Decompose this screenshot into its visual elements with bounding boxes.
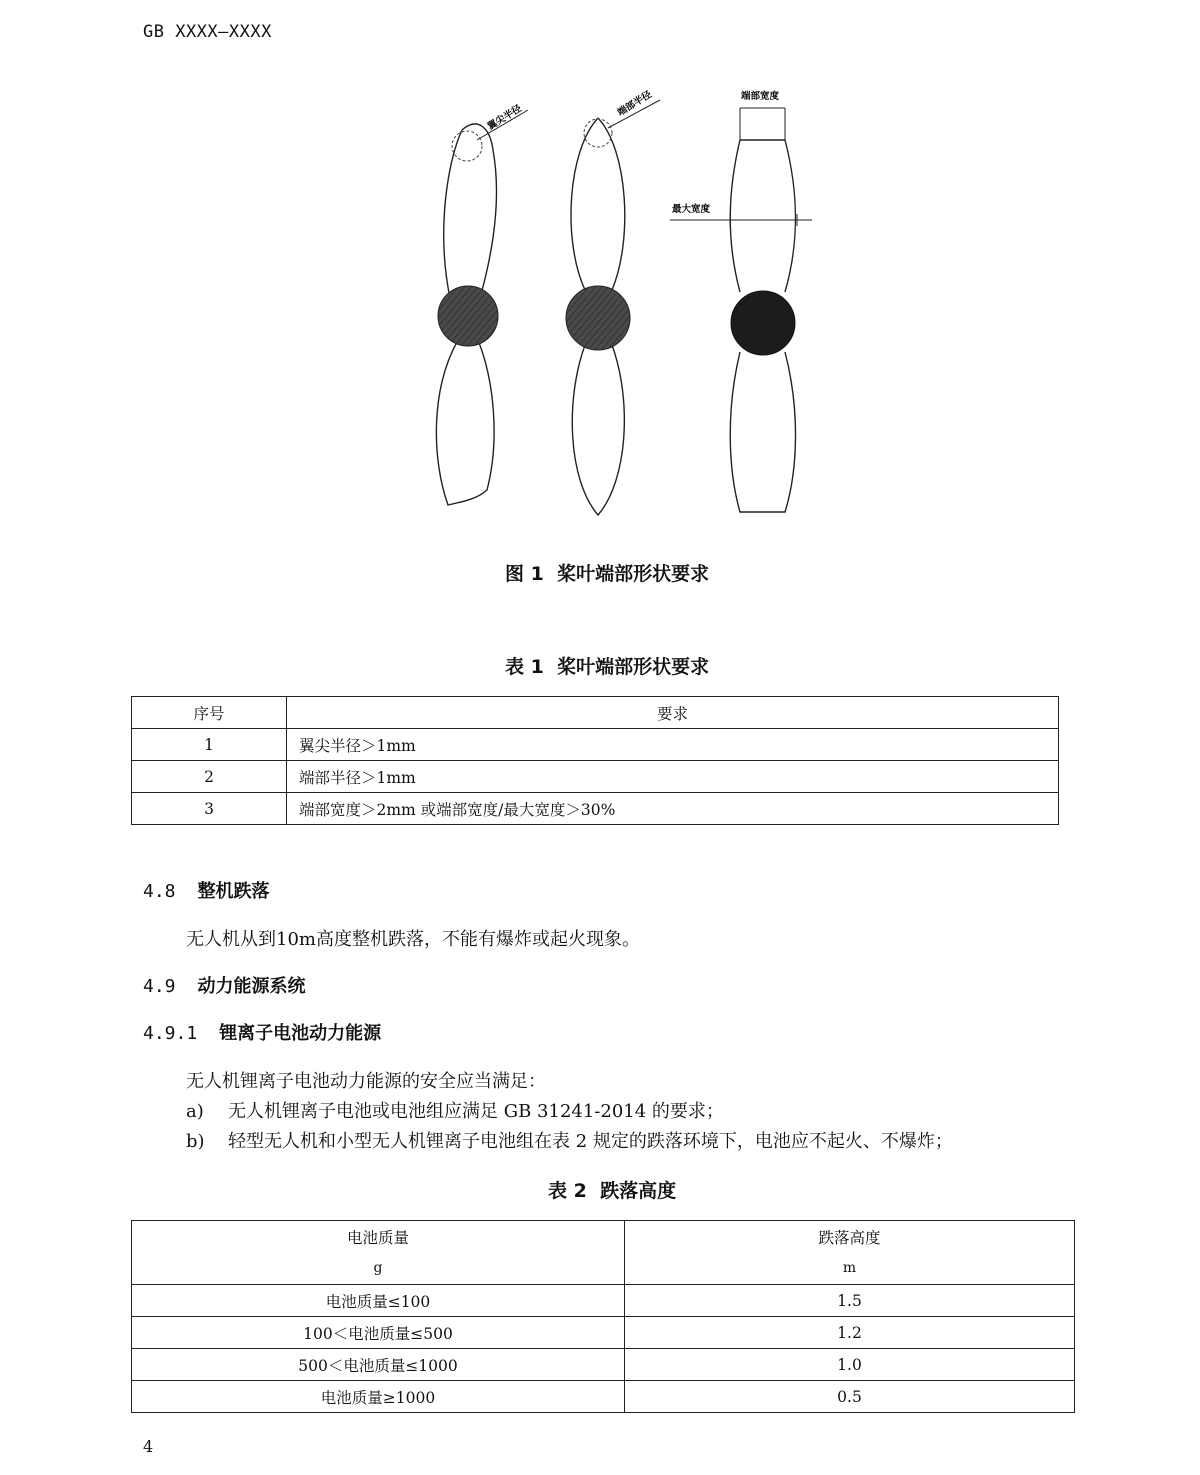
table-row [132,761,1059,793]
table-unit-cell: g [132,1253,625,1285]
section-heading-4-9 [143,972,306,998]
list-item-text: 轻型无人机和小型无人机锂离子电池组在表 2 规定的跌落环境下，电池应不起火、不爆炸； [228,1131,953,1152]
table-cell: 翼尖半径＞1mm [287,729,1059,761]
page-number: 4 [143,1437,154,1456]
table-units-row [132,1253,1075,1285]
section-heading-4-9-1 [143,1019,381,1045]
list-item-label: a) [186,1101,204,1122]
table-row [132,1317,1075,1349]
section-heading-4-8 [143,877,270,903]
table-cell: 端部半径＞1mm [287,761,1059,793]
table-cell: 100＜电池质量≤500 [132,1317,625,1349]
table-header-cell: 跌落高度 [625,1221,1075,1253]
table-cell: 端部宽度＞2mm 或端部宽度/最大宽度＞30% [287,793,1059,825]
section-intro: 无人机锂离子电池动力能源的安全应当满足： [186,1071,546,1092]
table-row [132,1381,1075,1413]
table-row [132,729,1059,761]
table-row [132,1285,1075,1317]
table2 [131,1220,1075,1413]
table-cell: 3 [132,793,287,825]
blade-end-radius [566,100,660,515]
label-max-width: 最大宽度 [672,204,711,215]
table1 [131,696,1059,825]
section-title: 整机跌落 [197,881,270,902]
table-header-cell: 序号 [132,697,287,729]
table-cell: 1.2 [625,1317,1075,1349]
table-row [132,1349,1075,1381]
label-tip-radius: 翼尖半径 [485,103,524,133]
table-header-row [132,697,1059,729]
table-cell: 1.0 [625,1349,1075,1381]
propeller-figure [360,80,840,530]
label-end-radius: 端部半径 [615,89,654,119]
list-item-text: 无人机锂离子电池或电池组应满足 GB 31241-2014 的要求； [228,1101,724,1122]
section-title: 锂离子电池动力能源 [219,1023,382,1044]
table-cell: 电池质量≤100 [132,1285,625,1317]
table-row [132,793,1059,825]
list-item-label: b) [186,1131,205,1152]
table-cell: 1 [132,729,287,761]
table-cell: 500＜电池质量≤1000 [132,1349,625,1381]
table-header-cell: 电池质量 [132,1221,625,1253]
table-cell: 0.5 [625,1381,1075,1413]
section-paragraph: 无人机从到10m高度整机跌落，不能有爆炸或起火现象。 [186,929,640,950]
table-unit-cell: m [625,1253,1075,1285]
table-cell: 1.5 [625,1285,1075,1317]
section-number: 4.8 [143,881,176,902]
table-cell: 电池质量≥1000 [132,1381,625,1413]
table1-caption: 表 1 桨叶端部形状要求 [505,656,710,678]
table-header-cell: 要求 [287,697,1059,729]
blade-tip-radius [436,110,528,505]
table2-caption: 表 2 跌落高度 [548,1180,677,1202]
blade-end-width [670,108,812,512]
list-item [186,1097,724,1123]
figure-caption: 图 1 桨叶端部形状要求 [505,563,710,585]
table-cell: 2 [132,761,287,793]
section-number: 4.9 [143,976,176,997]
section-number: 4.9.1 [143,1023,198,1044]
section-title: 动力能源系统 [197,976,306,997]
standard-code: GB XXXX—XXXX [143,22,272,42]
list-item [186,1127,953,1153]
table-header-row [132,1221,1075,1253]
label-end-width: 端部宽度 [741,91,780,102]
